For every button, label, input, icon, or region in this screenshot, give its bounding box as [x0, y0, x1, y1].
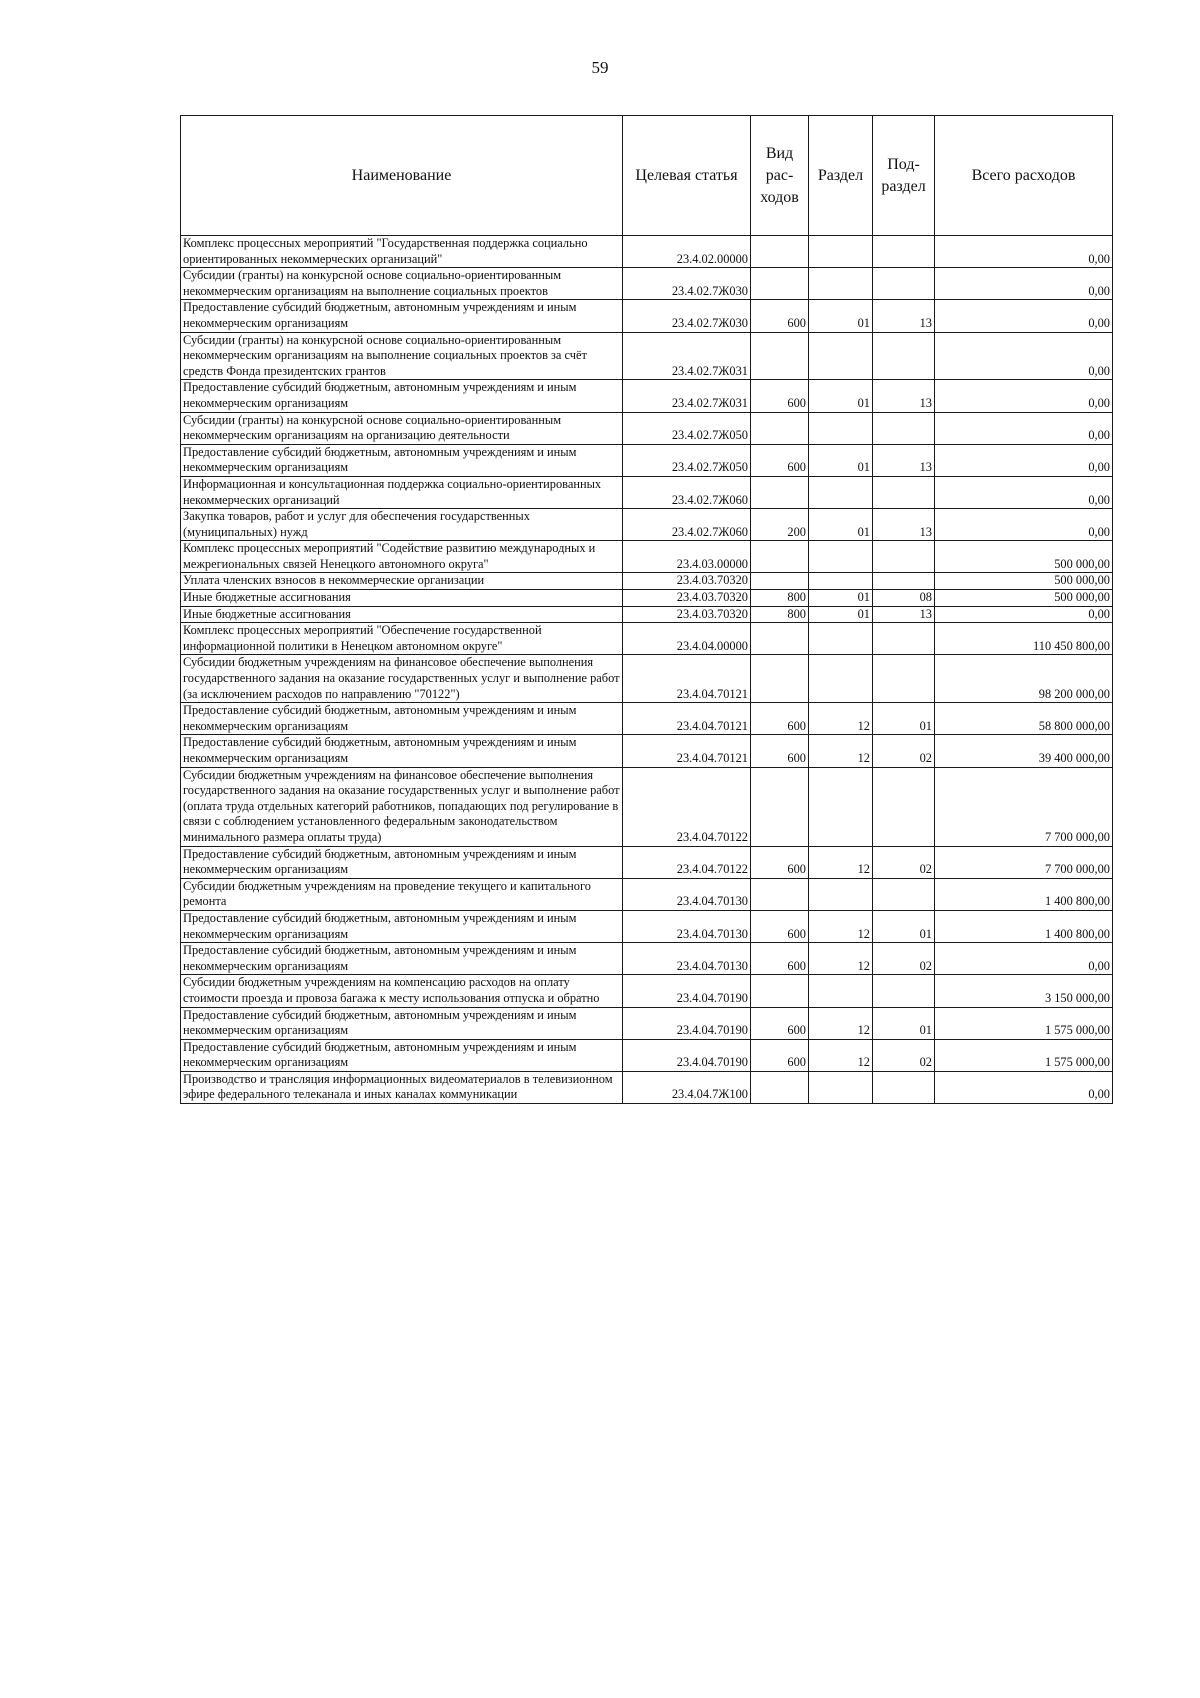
row-name: Информационная и консультационная поддержка социально-ориентированных некоммерческих организаций — [181, 476, 623, 508]
row-name: Производство и трансляция информационных видеоматериалов в телевизионном эфире федерального телеканала и иных каналах коммуникации — [181, 1071, 623, 1103]
row-code: 23.4.04.70121 — [623, 735, 751, 767]
row-total: 110 450 800,00 — [935, 623, 1113, 655]
row-expense-type: 600 — [751, 703, 809, 735]
row-expense-type: 600 — [751, 943, 809, 975]
row-code: 23.4.02.7Ж050 — [623, 412, 751, 444]
row-expense-type — [751, 878, 809, 910]
row-section: 01 — [809, 380, 873, 412]
row-name: Субсидии бюджетным учреждениям на компенсацию расходов на оплату стоимости проезда и провоза багажа к месту использования отпуска и обратно — [181, 975, 623, 1007]
row-expense-type: 200 — [751, 509, 809, 541]
row-expense-type — [751, 541, 809, 573]
header-target-article: Целевая статья — [623, 116, 751, 236]
row-code: 23.4.02.7Ж060 — [623, 509, 751, 541]
row-total: 0,00 — [935, 606, 1113, 623]
row-total: 500 000,00 — [935, 541, 1113, 573]
budget-table — [180, 115, 1113, 1104]
row-total: 0,00 — [935, 943, 1113, 975]
row-expense-type — [751, 623, 809, 655]
row-subsection: 13 — [873, 509, 935, 541]
header-expense-type: Вид рас-ходов — [751, 116, 809, 236]
row-expense-type: 800 — [751, 590, 809, 607]
row-section — [809, 268, 873, 300]
row-expense-type — [751, 332, 809, 380]
row-expense-type: 600 — [751, 846, 809, 878]
row-code: 23.4.04.70130 — [623, 878, 751, 910]
row-code: 23.4.04.70190 — [623, 1039, 751, 1071]
table-row — [181, 541, 1113, 573]
row-name: Комплекс процессных мероприятий "Обеспечение государственной информационной политики в Ненецком автономном округе" — [181, 623, 623, 655]
row-subsection — [873, 975, 935, 1007]
row-expense-type: 600 — [751, 1039, 809, 1071]
row-total: 39 400 000,00 — [935, 735, 1113, 767]
row-code: 23.4.03.00000 — [623, 541, 751, 573]
row-code: 23.4.04.70190 — [623, 975, 751, 1007]
row-subsection: 13 — [873, 606, 935, 623]
row-code: 23.4.04.70130 — [623, 943, 751, 975]
row-total: 500 000,00 — [935, 573, 1113, 590]
row-code: 23.4.04.00000 — [623, 623, 751, 655]
row-total: 0,00 — [935, 236, 1113, 268]
row-code: 23.4.03.70320 — [623, 606, 751, 623]
row-name: Субсидии бюджетным учреждениям на финансовое обеспечение выполнения государственного задания на оказание государственных услуг и выполнение работ (за исключением расходов по направлению "70122") — [181, 655, 623, 703]
row-code: 23.4.04.70122 — [623, 846, 751, 878]
row-code: 23.4.04.70122 — [623, 767, 751, 846]
row-name: Иные бюджетные ассигнования — [181, 590, 623, 607]
table-row — [181, 236, 1113, 268]
row-section: 01 — [809, 606, 873, 623]
row-expense-type — [751, 573, 809, 590]
row-code: 23.4.04.70121 — [623, 655, 751, 703]
row-code: 23.4.02.7Ж060 — [623, 476, 751, 508]
row-section — [809, 975, 873, 1007]
row-section: 12 — [809, 943, 873, 975]
row-section — [809, 623, 873, 655]
row-total: 7 700 000,00 — [935, 846, 1113, 878]
row-name: Уплата членских взносов в некоммерческие организации — [181, 573, 623, 590]
row-total: 0,00 — [935, 268, 1113, 300]
row-code: 23.4.04.7Ж100 — [623, 1071, 751, 1103]
row-subsection: 02 — [873, 943, 935, 975]
row-name: Закупка товаров, работ и услуг для обеспечения государственных (муниципальных) нужд — [181, 509, 623, 541]
row-section — [809, 541, 873, 573]
table-row — [181, 1039, 1113, 1071]
row-subsection: 01 — [873, 703, 935, 735]
row-name: Предоставление субсидий бюджетным, автономным учреждениям и иным некоммерческим организациям — [181, 735, 623, 767]
row-section: 01 — [809, 509, 873, 541]
row-subsection: 02 — [873, 1039, 935, 1071]
table-row — [181, 300, 1113, 332]
row-total: 1 400 800,00 — [935, 878, 1113, 910]
row-section: 12 — [809, 910, 873, 942]
row-section: 01 — [809, 444, 873, 476]
row-total: 3 150 000,00 — [935, 975, 1113, 1007]
table-row — [181, 767, 1113, 846]
row-section — [809, 412, 873, 444]
row-name: Предоставление субсидий бюджетным, автономным учреждениям и иным некоммерческим организациям — [181, 910, 623, 942]
table-row — [181, 606, 1113, 623]
row-subsection — [873, 476, 935, 508]
row-section: 01 — [809, 300, 873, 332]
row-section: 12 — [809, 1007, 873, 1039]
row-expense-type: 600 — [751, 300, 809, 332]
header-name: Наименование — [181, 116, 623, 236]
page-number: 59 — [591, 58, 609, 77]
row-name: Субсидии бюджетным учреждениям на проведение текущего и капитального ремонта — [181, 878, 623, 910]
table-row — [181, 573, 1113, 590]
row-subsection: 02 — [873, 846, 935, 878]
row-code: 23.4.03.70320 — [623, 573, 751, 590]
row-expense-type: 600 — [751, 380, 809, 412]
row-name: Комплекс процессных мероприятий "Государственная поддержка социально ориентированных некоммерческих организаций" — [181, 236, 623, 268]
row-name: Предоставление субсидий бюджетным, автономным учреждениям и иным некоммерческим организациям — [181, 943, 623, 975]
row-expense-type — [751, 236, 809, 268]
table-row — [181, 1071, 1113, 1103]
row-code: 23.4.02.7Ж050 — [623, 444, 751, 476]
row-total: 0,00 — [935, 509, 1113, 541]
row-section — [809, 476, 873, 508]
row-name: Предоставление субсидий бюджетным, автономным учреждениям и иным некоммерческим организациям — [181, 703, 623, 735]
row-expense-type — [751, 655, 809, 703]
row-subsection — [873, 573, 935, 590]
row-name: Субсидии бюджетным учреждениям на финансовое обеспечение выполнения государственного задания на оказание государственных услуг и выполнение работ (оплата труда отдельных категорий работников, попадающих под регулирование в связи с соблюдением установленного федеральным законодательством минимального размера оплаты труда) — [181, 767, 623, 846]
row-expense-type — [751, 1071, 809, 1103]
table-row — [181, 1007, 1113, 1039]
row-name: Субсидии (гранты) на конкурсной основе социально-ориентированным некоммерческим организациям на выполнение социальных проектов — [181, 268, 623, 300]
row-subsection — [873, 236, 935, 268]
row-name: Предоставление субсидий бюджетным, автономным учреждениям и иным некоммерческим организациям — [181, 380, 623, 412]
row-code: 23.4.04.70190 — [623, 1007, 751, 1039]
row-name: Предоставление субсидий бюджетным, автономным учреждениям и иным некоммерческим организациям — [181, 846, 623, 878]
row-section — [809, 878, 873, 910]
row-expense-type: 600 — [751, 1007, 809, 1039]
row-code: 23.4.02.7Ж031 — [623, 332, 751, 380]
table-row — [181, 590, 1113, 607]
row-total: 1 400 800,00 — [935, 910, 1113, 942]
row-section: 12 — [809, 703, 873, 735]
row-name: Предоставление субсидий бюджетным, автономным учреждениям и иным некоммерческим организациям — [181, 300, 623, 332]
row-subsection: 13 — [873, 444, 935, 476]
row-total: 0,00 — [935, 300, 1113, 332]
row-section: 12 — [809, 846, 873, 878]
row-section — [809, 236, 873, 268]
row-section: 12 — [809, 735, 873, 767]
table-row — [181, 412, 1113, 444]
row-code: 23.4.02.7Ж031 — [623, 380, 751, 412]
row-section: 12 — [809, 1039, 873, 1071]
row-subsection — [873, 332, 935, 380]
row-section — [809, 1071, 873, 1103]
row-subsection: 08 — [873, 590, 935, 607]
row-section — [809, 332, 873, 380]
table-row — [181, 878, 1113, 910]
row-total: 0,00 — [935, 476, 1113, 508]
table-row — [181, 476, 1113, 508]
row-total: 1 575 000,00 — [935, 1039, 1113, 1071]
table-row — [181, 846, 1113, 878]
row-code: 23.4.02.7Ж030 — [623, 268, 751, 300]
row-section: 01 — [809, 590, 873, 607]
header-subsection: Под-раздел — [873, 116, 935, 236]
row-subsection — [873, 655, 935, 703]
row-total: 0,00 — [935, 412, 1113, 444]
row-expense-type: 600 — [751, 910, 809, 942]
row-subsection: 13 — [873, 300, 935, 332]
row-total: 0,00 — [935, 444, 1113, 476]
row-section — [809, 767, 873, 846]
row-total: 0,00 — [935, 332, 1113, 380]
table-row — [181, 444, 1113, 476]
row-code: 23.4.02.00000 — [623, 236, 751, 268]
row-expense-type — [751, 268, 809, 300]
table-row — [181, 380, 1113, 412]
row-name: Предоставление субсидий бюджетным, автономным учреждениям и иным некоммерческим организациям — [181, 1039, 623, 1071]
row-subsection — [873, 412, 935, 444]
header-total: Всего расходов — [935, 116, 1113, 236]
row-expense-type — [751, 476, 809, 508]
row-subsection — [873, 878, 935, 910]
table-row — [181, 509, 1113, 541]
table-row — [181, 703, 1113, 735]
row-total: 98 200 000,00 — [935, 655, 1113, 703]
table-row — [181, 735, 1113, 767]
row-subsection: 02 — [873, 735, 935, 767]
row-total: 7 700 000,00 — [935, 767, 1113, 846]
row-subsection: 01 — [873, 1007, 935, 1039]
row-name: Иные бюджетные ассигнования — [181, 606, 623, 623]
table-row — [181, 655, 1113, 703]
header-row — [181, 116, 1113, 236]
row-total: 0,00 — [935, 1071, 1113, 1103]
table-row — [181, 910, 1113, 942]
row-expense-type — [751, 767, 809, 846]
row-expense-type — [751, 412, 809, 444]
row-expense-type: 800 — [751, 606, 809, 623]
table-row — [181, 332, 1113, 380]
row-code: 23.4.04.70121 — [623, 703, 751, 735]
row-name: Субсидии (гранты) на конкурсной основе социально-ориентированным некоммерческим организациям на организацию деятельности — [181, 412, 623, 444]
table-row — [181, 943, 1113, 975]
row-total: 58 800 000,00 — [935, 703, 1113, 735]
row-subsection: 13 — [873, 380, 935, 412]
row-total: 1 575 000,00 — [935, 1007, 1113, 1039]
row-total: 500 000,00 — [935, 590, 1113, 607]
row-subsection — [873, 268, 935, 300]
row-code: 23.4.03.70320 — [623, 590, 751, 607]
table-row — [181, 623, 1113, 655]
header-section: Раздел — [809, 116, 873, 236]
row-name: Предоставление субсидий бюджетным, автономным учреждениям и иным некоммерческим организациям — [181, 1007, 623, 1039]
row-code: 23.4.04.70130 — [623, 910, 751, 942]
row-subsection: 01 — [873, 910, 935, 942]
row-subsection — [873, 541, 935, 573]
row-expense-type — [751, 975, 809, 1007]
row-code: 23.4.02.7Ж030 — [623, 300, 751, 332]
row-subsection — [873, 767, 935, 846]
row-name: Комплекс процессных мероприятий "Содействие развитию международных и межрегиональных связей Ненецкого автономного округа" — [181, 541, 623, 573]
row-expense-type: 600 — [751, 735, 809, 767]
row-name: Предоставление субсидий бюджетным, автономным учреждениям и иным некоммерческим организациям — [181, 444, 623, 476]
row-name: Субсидии (гранты) на конкурсной основе социально-ориентированным некоммерческим организациям на выполнение социальных проектов за счёт средств Фонда президентских грантов — [181, 332, 623, 380]
row-section — [809, 573, 873, 590]
row-total: 0,00 — [935, 380, 1113, 412]
row-section — [809, 655, 873, 703]
table-row — [181, 975, 1113, 1007]
row-subsection — [873, 1071, 935, 1103]
row-subsection — [873, 623, 935, 655]
row-expense-type: 600 — [751, 444, 809, 476]
table-row — [181, 268, 1113, 300]
